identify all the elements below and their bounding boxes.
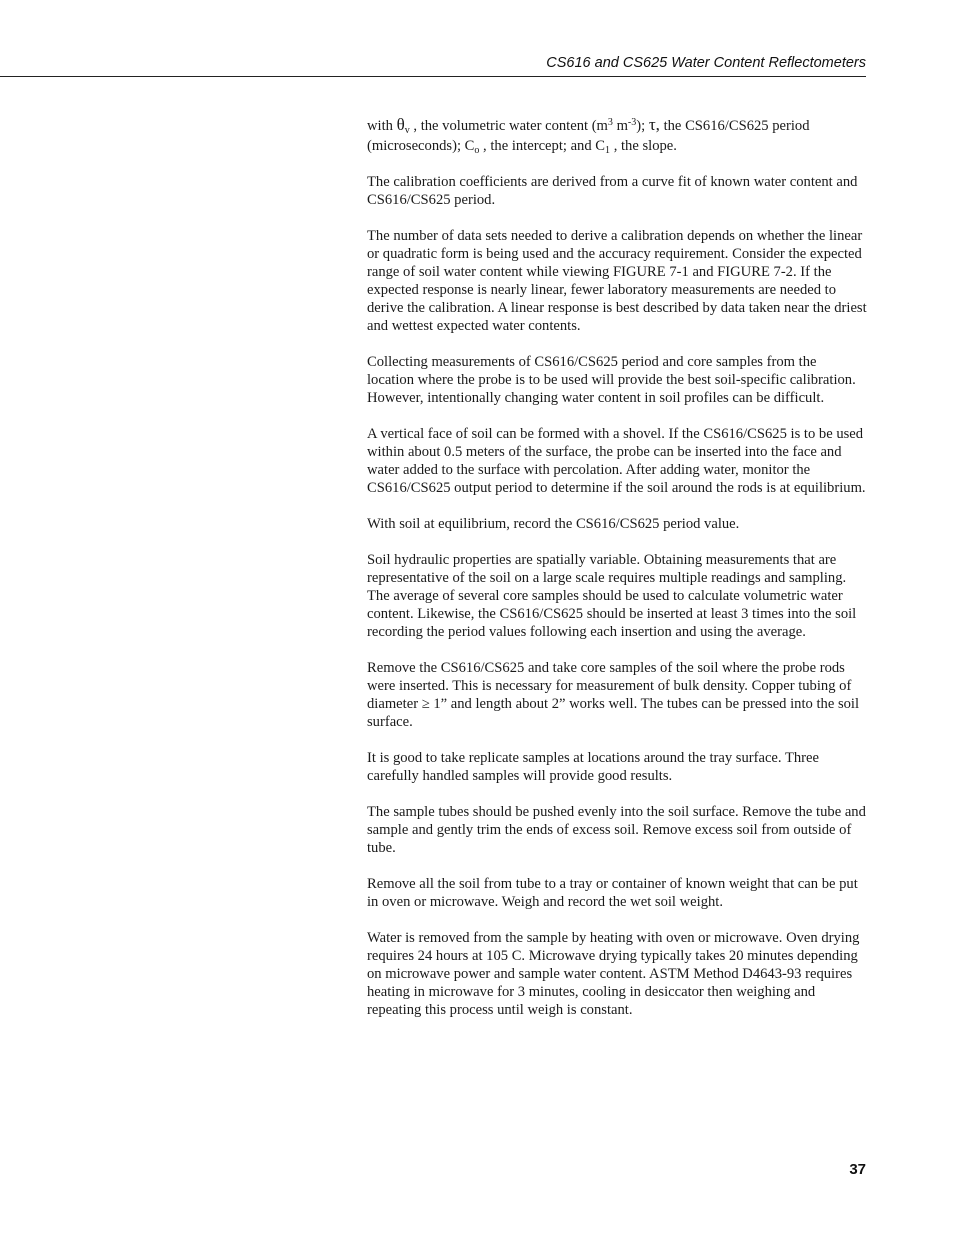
paragraph-core-samples: Remove the CS616/CS625 and take core samples of the soil where the probe rods were inserted. This is necessary for measurement of bulk density. Copper tubing of diameter ≥ 1” and length about 2” works well. The tubes can be pressed into the soil surface. <box>367 660 860 730</box>
paragraph-equilibrium: With soil at equilibrium, record the CS616/CS625 period value. <box>367 516 740 532</box>
equation-definitions: with $\theta_v$ , the volumetric water content ($m^3$ $m^{-3}$); τ, the CS616/CS625 period (microseconds); $C_o$ , the intercept; and $C_1$ , the slope. <box>367 115 810 156</box>
paragraph-replicate-samples: It is good to take replicate samples at locations around the tray surface. Three carefully handled samples will provide good results. <box>367 750 819 784</box>
theta-symbol: θ <box>396 115 405 134</box>
running-header: CS616 and CS625 Water Content Reflectometers <box>546 55 866 71</box>
paragraph-vertical-face: A vertical face of soil can be formed with a shovel. If the CS616/CS625 is to be used within about 0.5 meters of the surface, the probe can be inserted into the face and water added to the surface with percolation. After adding water, monitor the CS616/CS625 output period to determine if the soil around the rods is at equilibrium. <box>367 426 866 496</box>
paragraph-collecting-measurements: Collecting measurements of CS616/CS625 period and core samples from the location where the probe is to be used will provide the best soil-specific calibration. However, intentionally changing water content in soil profiles can be difficult. <box>367 354 856 406</box>
tau-symbol: τ, <box>648 115 660 134</box>
paragraph-drying: Water is removed from the sample by heating with oven or microwave. Oven drying requires 24 hours at 105 C. Microwave drying typically takes 20 minutes depending on microwave power and sample water content. ASTM Method D4643-93 requires heating in microwave for 3 minutes, cooling in desiccator then weighing and repeating this process until weigh is constant. <box>367 930 860 1018</box>
paragraph-sample-tubes: The sample tubes should be pushed evenly into the soil surface. Remove the tube and sample and gently trim the ends of excess soil. Remove excess soil from outside of tube. <box>367 804 866 856</box>
paragraph-wet-weight: Remove all the soil from tube to a tray or container of known weight that can be put in oven or microwave. Weigh and record the wet soil weight. <box>367 876 858 910</box>
page-number: 37 <box>849 1161 866 1178</box>
paragraph-hydraulic-properties: Soil hydraulic properties are spatially variable. Obtaining measurements that are representative of the soil on a large scale requires multiple readings and sampling. The average of several core samples should be used to calculate volumetric water content. Likewise, the CS616/CS625 should be inserted at least 3 times into the soil recording the period values following each insertion and using the average. <box>367 552 857 640</box>
paragraph-calibration-coefficients: The calibration coefficients are derived from a curve fit of known water content and CS616/CS625 period. <box>367 174 858 208</box>
header-rule <box>0 76 866 77</box>
body-text <box>367 115 867 1037</box>
paragraph-data-sets: The number of data sets needed to derive a calibration depends on whether the linear or quadratic form is being used and the accuracy requirement. Consider the expected range of soil water content while viewing FIGURE 7-1 and FIGURE 7-2. If the expected response is nearly linear, fewer laboratory measurements are needed to derive the calibration. A linear response is best described by data taken near the driest and wettest expected water contents. <box>367 228 867 334</box>
